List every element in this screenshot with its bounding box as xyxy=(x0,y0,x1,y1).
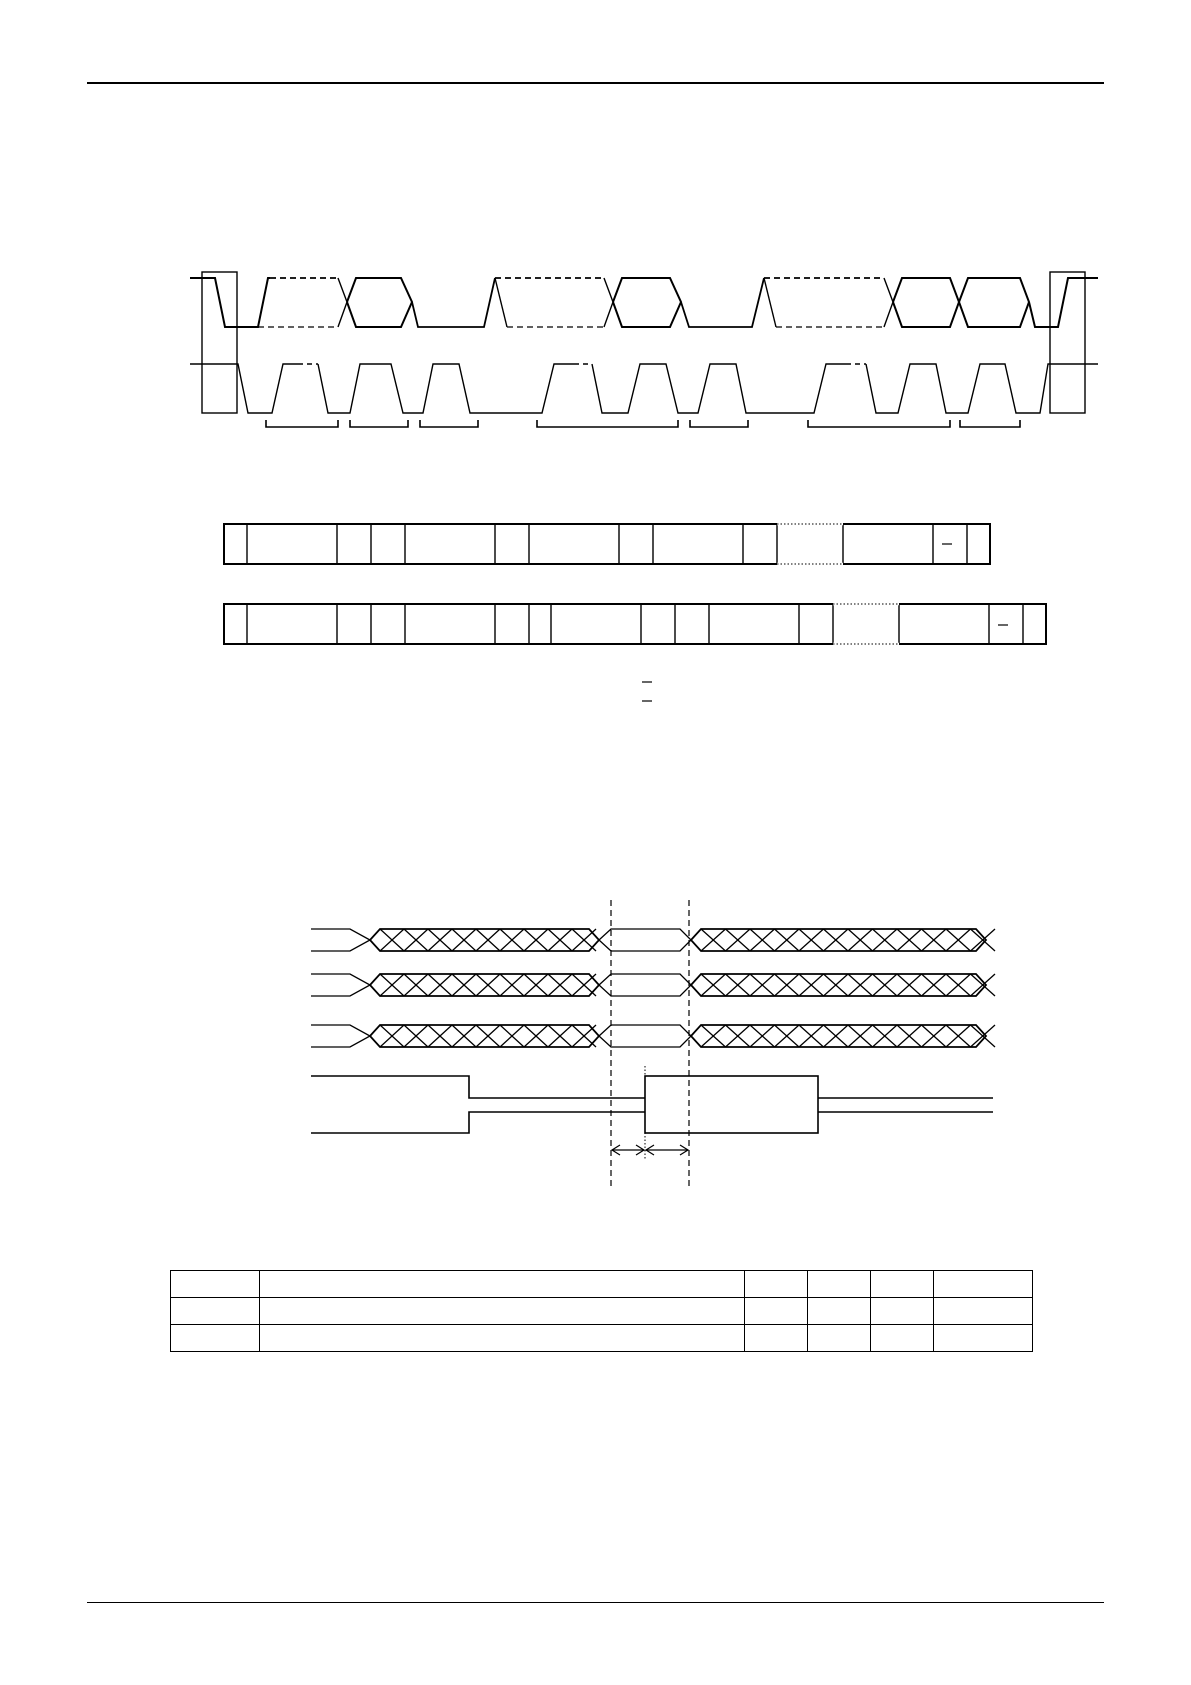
spec-table-row xyxy=(171,1271,1033,1298)
data-cell-3 xyxy=(884,278,893,327)
frame-row-1-dividers xyxy=(247,524,967,564)
frame-row-1-outline xyxy=(224,524,990,564)
bracket-6 xyxy=(808,420,950,427)
bus-valid-window xyxy=(599,929,691,951)
data-cell-1 xyxy=(338,278,347,327)
bracket-5 xyxy=(690,420,748,427)
stop-condition-box xyxy=(1050,272,1085,413)
bus-valid-window xyxy=(599,1025,691,1047)
spec-table-cell xyxy=(171,1325,260,1352)
spec-table-cell xyxy=(808,1271,871,1298)
timing-diagram xyxy=(311,900,995,1186)
spec-table-cell xyxy=(171,1298,260,1325)
data-cell-4 xyxy=(959,278,1029,327)
frame-row-1 xyxy=(224,524,990,564)
control-line-upper xyxy=(311,1076,645,1098)
spec-table-row xyxy=(171,1325,1033,1352)
spec-table-cell xyxy=(871,1325,934,1352)
bus-row-1 xyxy=(311,929,995,951)
spec-table-cell xyxy=(871,1298,934,1325)
spec-table-row xyxy=(171,1298,1033,1325)
clock-line-waveform xyxy=(190,364,1098,413)
bus-lead xyxy=(311,929,370,951)
spec-table-cell xyxy=(745,1271,808,1298)
bracket-2 xyxy=(350,420,408,427)
control-line-waveform xyxy=(311,1076,993,1133)
bracket-3 xyxy=(420,420,478,427)
frame-format-diagram xyxy=(224,524,1046,701)
bus-waveform-diagram xyxy=(190,272,1098,427)
bus-invalid-region xyxy=(370,929,599,951)
bus-invalid-region xyxy=(370,1025,599,1047)
bus-lead xyxy=(311,1025,370,1047)
frame-row-2-dividers xyxy=(247,604,1023,644)
data-cell-2-left xyxy=(495,278,507,327)
spec-table xyxy=(170,1270,1033,1352)
data-cell-1b xyxy=(347,278,412,327)
bus-row-3 xyxy=(311,1025,995,1047)
data-line-waveform xyxy=(190,278,1098,327)
data-cell-3-left xyxy=(764,278,776,327)
clock-pulses-a xyxy=(318,364,574,413)
clock-line-body xyxy=(190,364,298,413)
spec-table-cell xyxy=(260,1298,745,1325)
spec-table-cell xyxy=(808,1298,871,1325)
frame-row-2 xyxy=(224,604,1046,644)
timing-arrows xyxy=(612,1145,688,1155)
spec-table-cell xyxy=(934,1298,1033,1325)
bus-valid-window xyxy=(599,974,691,996)
clock-pulses-c xyxy=(866,364,1098,413)
data-line-end xyxy=(1029,278,1098,327)
bit-group-brackets xyxy=(266,420,1020,427)
spec-table-cell xyxy=(934,1325,1033,1352)
data-cell-2 xyxy=(604,278,613,327)
spec-table-cell xyxy=(934,1271,1033,1298)
control-line-pulse xyxy=(645,1076,818,1133)
bracket-1 xyxy=(266,420,338,427)
data-low-run-2 xyxy=(681,278,764,327)
spec-table-cell xyxy=(745,1325,808,1352)
spec-table-cell xyxy=(260,1325,745,1352)
clock-pulses-b xyxy=(592,364,846,413)
data-low-run-1 xyxy=(412,278,495,327)
bus-rows xyxy=(311,929,995,1047)
bus-invalid-region xyxy=(370,974,599,996)
bus-lead xyxy=(311,974,370,996)
spec-table-cell xyxy=(171,1271,260,1298)
data-cell-2b xyxy=(613,278,681,327)
spec-table-cell xyxy=(871,1271,934,1298)
spec-table-cell xyxy=(260,1271,745,1298)
bracket-4 xyxy=(537,420,678,427)
spec-table-cell xyxy=(808,1325,871,1352)
spec-table-cell xyxy=(745,1298,808,1325)
start-condition-box xyxy=(202,272,237,413)
bus-row-2 xyxy=(311,974,995,996)
footer-rule xyxy=(87,1602,1104,1603)
control-line-lower xyxy=(311,1112,645,1133)
frame-row-2-outline xyxy=(224,604,1046,644)
data-cell-3b xyxy=(893,278,959,327)
bracket-7 xyxy=(960,420,1020,427)
